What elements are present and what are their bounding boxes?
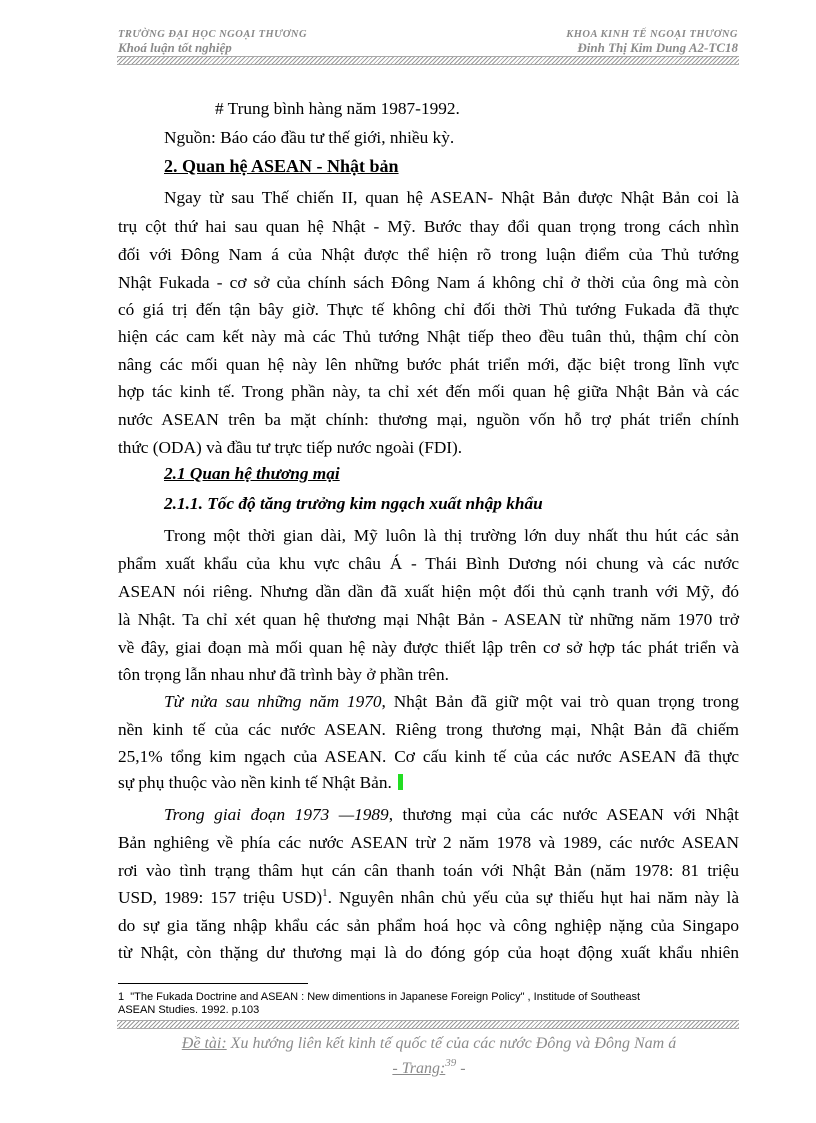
footnote-reference: 1 <box>322 887 328 899</box>
paragraph-line: về đây, giai đoạn mà mối quan hệ này được thiết lập trên cơ sở hợp tác phát triển và <box>118 638 739 657</box>
paragraph-line: đối với Đông Nam á của Nhật được thể hiện rõ trong luận điểm của Thủ tướng <box>118 245 739 264</box>
paragraph-line <box>164 691 739 713</box>
paragraph-line: 25,1% tổng kim ngạch của ASEAN. Cơ cấu kinh tế của các nước ASEAN đã thực <box>118 747 739 766</box>
italic-phrase: Trong giai đoạn 1973 —1989 <box>164 805 389 824</box>
text-span: . Nguyên nhân chủ yếu của sự thiếu hụt hai năm này là <box>327 888 739 907</box>
paragraph-line: nền kinh tế của các nước ASEAN. Riêng trong thương mại, Nhật Bản đã chiếm <box>118 720 739 739</box>
paragraph-line: hợp tác kinh tế. Trong phần này, ta chỉ xét đến mối quan hệ giữa Nhật Bản và các <box>118 382 739 401</box>
paragraph-line: Nhật Fukada - cơ sở của chính sách Đông Nam á không chỉ ở thời của ông mà còn <box>118 273 739 292</box>
table-source: Nguồn: Báo cáo đầu tư thế giới, nhiều kỳ. <box>164 128 455 147</box>
footnote-text: "The Fukada Doctrine and ASEAN : New dimentions in Japanese Foreign Policy" , Institude of Southeast <box>130 991 641 1003</box>
paragraph-line: Trong một thời gian dài, Mỹ luôn là thị trường lớn duy nhất thu hút các sản <box>164 526 739 545</box>
italic-phrase: Từ nửa sau những năm 1970 <box>164 692 382 711</box>
paragraph-line: trụ cột thứ hai sau quan hệ Nhật - Mỹ. Bước thay đổi quan trọng trong cách nhìn <box>118 217 739 236</box>
table-note: # Trung bình hàng năm 1987-1992. <box>215 99 460 118</box>
cursor-marker-icon <box>398 774 403 790</box>
paragraph-line <box>118 887 739 909</box>
paragraph-line: là Nhật. Ta chỉ xét quan hệ thương mại Nhật Bản - ASEAN từ những năm 1970 trở <box>118 610 739 629</box>
subsection-heading: 2.1 Quan hệ thương mại <box>164 464 340 483</box>
text-span: , thương mại của các nước ASEAN với Nhật <box>388 805 739 824</box>
paragraph-line: Ngay từ sau Thế chiến II, quan hệ ASEAN- Nhật Bản được Nhật Bản coi là <box>164 188 739 207</box>
author-name: Đinh Thị Kim Dung A2-TC18 <box>577 40 738 55</box>
section-heading: 2. Quan hệ ASEAN - Nhật bản <box>164 156 399 176</box>
paragraph-line: thức (ODA) và đầu tư trực tiếp nước ngoài (FDI). <box>118 438 463 457</box>
paragraph-line <box>164 804 739 826</box>
page-suffix: - <box>456 1060 466 1077</box>
footer-divider <box>117 1020 739 1029</box>
paragraph-line: ASEAN nói riêng. Nhưng dần dần đã xuất hiện một đối thủ cạnh tranh với Mỹ, đó <box>118 582 739 601</box>
footer-page <box>118 1057 740 1078</box>
footer-topic <box>118 1035 740 1053</box>
paragraph-line: nước ASEAN trên ba mặt chính: thương mại, nguồn vốn hỗ trợ phát triển chính <box>118 410 739 429</box>
footnote <box>118 991 740 1017</box>
paragraph-line: phẩm xuất khẩu của khu vực châu Á - Thái Bình Dương nói chung và các nước <box>118 554 739 573</box>
footnote-separator <box>118 983 308 984</box>
faculty-name: KHOA KINH TẾ NGOẠI THƯƠNG <box>566 29 738 40</box>
paragraph-line: có giá trị đến tận bây giờ. Thực tế không chỉ đối thời Thủ tướng Fukada đã thực <box>118 300 739 319</box>
text-span: USD, 1989: 157 triệu USD) <box>118 888 323 907</box>
header-divider <box>117 56 739 65</box>
paragraph-line: tôn trọng lẫn nhau như đã trình bày ở phần trên. <box>118 665 449 684</box>
page-number: 39 <box>445 1057 457 1069</box>
paragraph-line: do sự gia tăng nhập khẩu các sản phẩm hoá học và công nghiệp nặng của Singapo <box>118 916 739 935</box>
subsubsection-heading: 2.1.1. Tốc độ tăng trưởng kim ngạch xuất nhập khẩu <box>164 494 543 513</box>
paragraph-line: hiện các cam kết này mà các Thủ tướng Nhật tiếp theo đều tuân thủ, thậm chí còn <box>118 327 739 346</box>
footnote-text: ASEAN Studies. 1992. p.103 <box>118 1004 260 1016</box>
paragraph-line <box>118 772 403 794</box>
footnote-number: 1 <box>118 991 125 1003</box>
text-span: , Nhật Bản đã giữ một vai trò quan trọng trong <box>381 692 739 711</box>
paragraph-line: nâng các mối quan hệ này lên những bước phát triển mới, đặc biệt trong lĩnh vực <box>118 355 739 374</box>
paragraph-line: Bản nghiêng về phía các nước ASEAN trừ 2 năm 1978 và 1989, các nước ASEAN <box>118 833 739 852</box>
topic-label: Đề tài: <box>181 1035 227 1052</box>
paragraph-line: từ Nhật, còn thặng dư thương mại là do đóng góp của hoạt động xuất khẩu nhiên <box>118 943 739 962</box>
text-span: sự phụ thuộc vào nền kinh tế Nhật Bản. <box>118 773 392 792</box>
topic-text: Xu hướng liên kết kinh tế quốc tế của các nước Đông và Đông Nam á <box>230 1035 677 1052</box>
document-type: Khoá luận tốt nghiệp <box>118 40 232 55</box>
page-label: - Trang: <box>392 1060 446 1077</box>
school-name: TRƯỜNG ĐẠI HỌC NGOẠI THƯƠNG <box>118 29 308 40</box>
paragraph-line: rơi vào tình trạng thâm hụt cán cân thanh toán với Nhật Bản (năm 1978: 81 triệu <box>118 861 739 880</box>
